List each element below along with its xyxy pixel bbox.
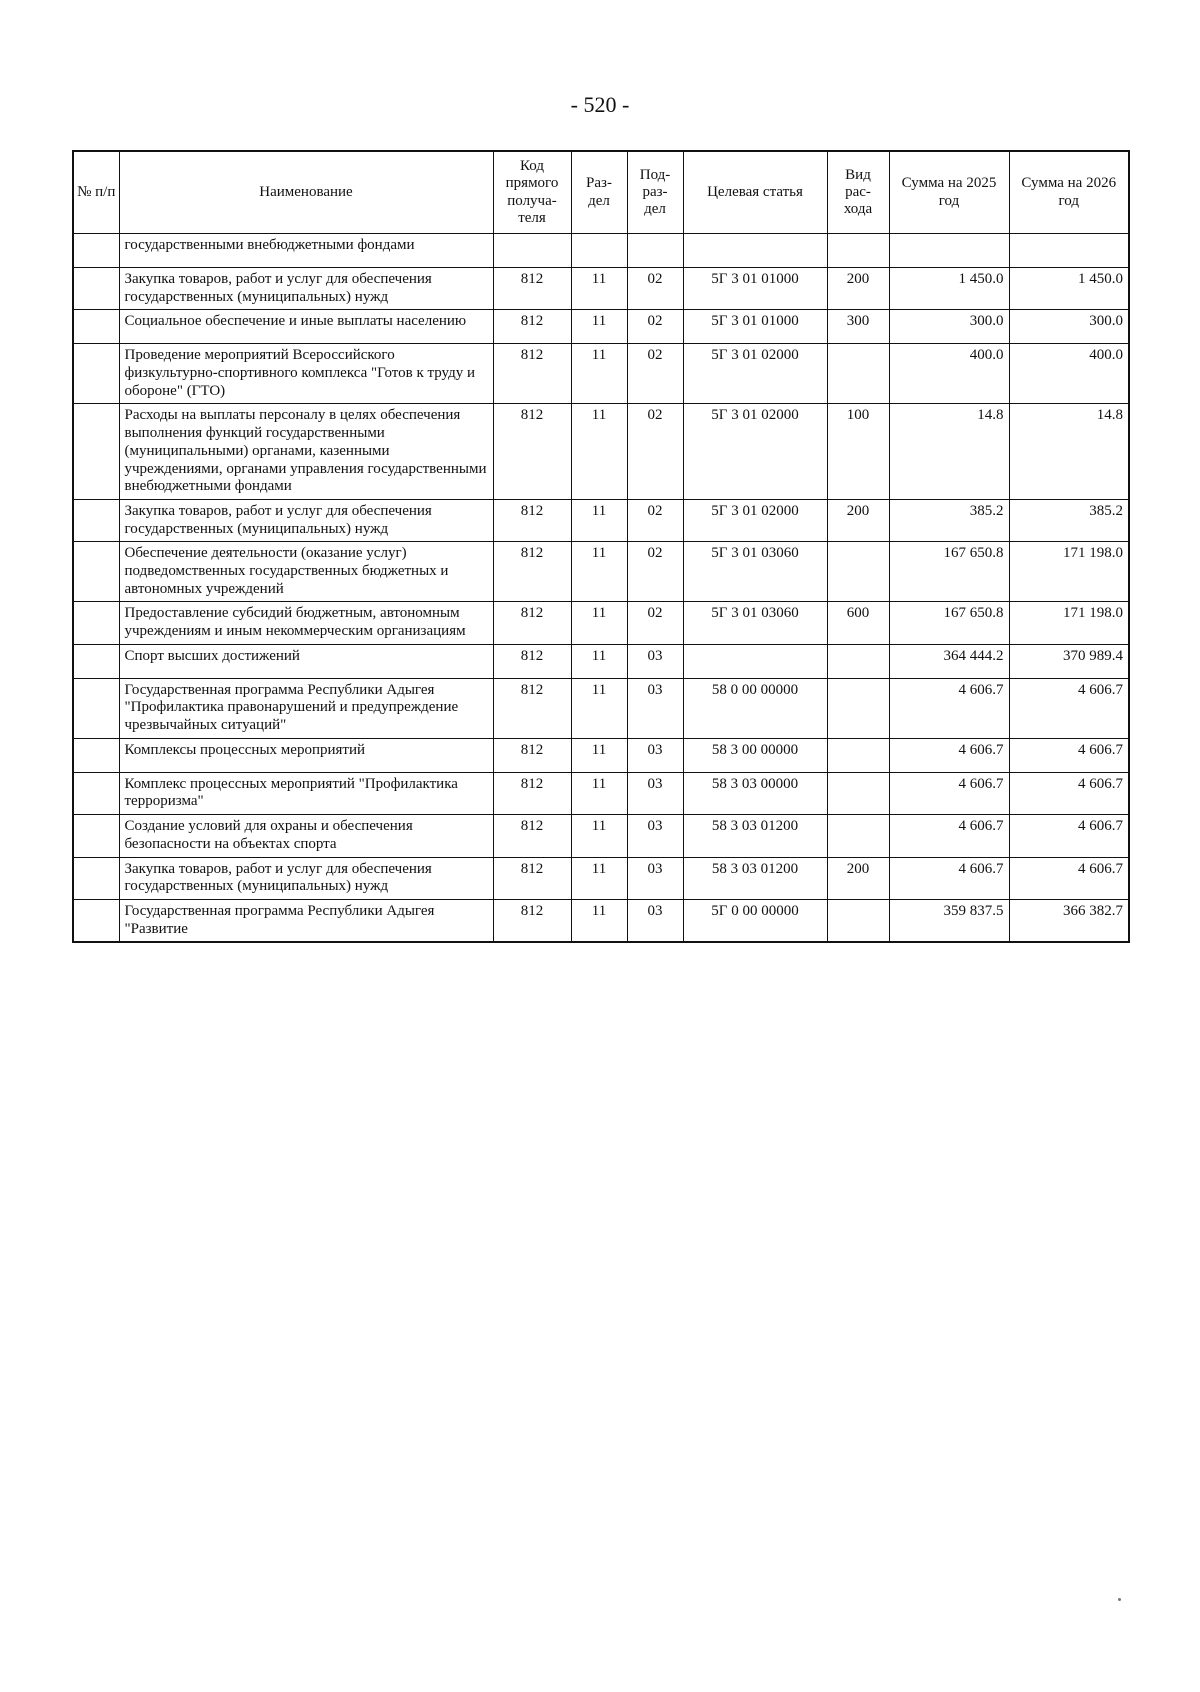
cell-sum-2026: 4 606.7 [1009, 678, 1129, 738]
cell-num [73, 542, 119, 602]
cell-sum-2025: 300.0 [889, 310, 1009, 344]
cell-name: Проведение мероприятий Всероссийского физкультурно-спортивного комплекса "Готов к труду и обороне" (ГТО) [119, 344, 493, 404]
cell-subsection: 03 [627, 857, 683, 899]
table-row [73, 499, 1129, 541]
table-row [73, 815, 1129, 857]
column-header-expense: Вид рас- хода [827, 151, 889, 234]
cell-section [571, 234, 627, 268]
cell-section: 11 [571, 899, 627, 942]
cell-subsection: 03 [627, 738, 683, 772]
cell-recipient-code [493, 234, 571, 268]
cell-section: 11 [571, 404, 627, 499]
cell-num [73, 644, 119, 678]
table-row [73, 857, 1129, 899]
cell-subsection: 02 [627, 268, 683, 310]
cell-name: Создание условий для охраны и обеспечения безопасности на объектах спорта [119, 815, 493, 857]
column-header-target: Целевая статья [683, 151, 827, 234]
cell-name: Расходы на выплаты персоналу в целях обеспечения выполнения функций государственными (муниципальными) органами, казенными учреждениями, органами управления государственными внебюджетными фондами [119, 404, 493, 499]
cell-sum-2026: 385.2 [1009, 499, 1129, 541]
cell-section: 11 [571, 542, 627, 602]
cell-section: 11 [571, 678, 627, 738]
cell-num [73, 899, 119, 942]
table-row [73, 899, 1129, 942]
cell-expense-type: 200 [827, 499, 889, 541]
cell-name: Комплекс процессных мероприятий "Профилактика терроризма" [119, 772, 493, 814]
cell-section: 11 [571, 344, 627, 404]
cell-num [73, 268, 119, 310]
cell-subsection: 03 [627, 678, 683, 738]
cell-sum-2025: 359 837.5 [889, 899, 1009, 942]
table-row [73, 602, 1129, 644]
cell-num [73, 310, 119, 344]
cell-name: Закупка товаров, работ и услуг для обеспечения государственных (муниципальных) нужд [119, 268, 493, 310]
cell-target-article: 5Г 3 01 01000 [683, 310, 827, 344]
column-header-section: Раз- дел [571, 151, 627, 234]
cell-num [73, 815, 119, 857]
cell-sum-2025: 385.2 [889, 499, 1009, 541]
table-row [73, 234, 1129, 268]
table-row [73, 268, 1129, 310]
cell-recipient-code: 812 [493, 602, 571, 644]
cell-recipient-code: 812 [493, 542, 571, 602]
cell-sum-2025: 400.0 [889, 344, 1009, 404]
table-body [73, 234, 1129, 943]
cell-target-article: 5Г 3 01 03060 [683, 542, 827, 602]
table-row [73, 738, 1129, 772]
cell-name: Обеспечение деятельности (оказание услуг) подведомственных государственных бюджетных и автономных учреждений [119, 542, 493, 602]
cell-target-article: 58 3 00 00000 [683, 738, 827, 772]
cell-sum-2025 [889, 234, 1009, 268]
cell-sum-2026: 171 198.0 [1009, 602, 1129, 644]
cell-sum-2025: 4 606.7 [889, 738, 1009, 772]
table-row [73, 678, 1129, 738]
cell-sum-2026: 4 606.7 [1009, 738, 1129, 772]
cell-subsection [627, 234, 683, 268]
cell-sum-2026: 171 198.0 [1009, 542, 1129, 602]
column-header-num: № п/п [73, 151, 119, 234]
cell-expense-type: 200 [827, 268, 889, 310]
cell-recipient-code: 812 [493, 344, 571, 404]
column-header-subsection: Под- раз- дел [627, 151, 683, 234]
cell-subsection: 03 [627, 899, 683, 942]
table-header [73, 151, 1129, 234]
cell-num [73, 234, 119, 268]
cell-target-article [683, 644, 827, 678]
cell-sum-2026: 300.0 [1009, 310, 1129, 344]
cell-section: 11 [571, 738, 627, 772]
table-row [73, 542, 1129, 602]
cell-target-article: 5Г 3 01 02000 [683, 404, 827, 499]
cell-target-article: 5Г 3 01 01000 [683, 268, 827, 310]
cell-recipient-code: 812 [493, 499, 571, 541]
column-header-sum-2026: Сумма на 2026 год [1009, 151, 1129, 234]
cell-section: 11 [571, 602, 627, 644]
cell-target-article: 5Г 3 01 03060 [683, 602, 827, 644]
cell-name: государственными внебюджетными фондами [119, 234, 493, 268]
cell-section: 11 [571, 499, 627, 541]
budget-table [72, 150, 1130, 943]
cell-name: Комплексы процессных мероприятий [119, 738, 493, 772]
cell-name: Спорт высших достижений [119, 644, 493, 678]
cell-subsection: 02 [627, 542, 683, 602]
cell-section: 11 [571, 310, 627, 344]
cell-name: Государственная программа Республики Адыгея "Развитие [119, 899, 493, 942]
cell-subsection: 02 [627, 310, 683, 344]
table-row [73, 310, 1129, 344]
cell-section: 11 [571, 772, 627, 814]
cell-subsection: 02 [627, 344, 683, 404]
cell-sum-2025: 1 450.0 [889, 268, 1009, 310]
cell-expense-type: 200 [827, 857, 889, 899]
cell-target-article: 5Г 3 01 02000 [683, 344, 827, 404]
column-header-recipient: Код прямого получа- теля [493, 151, 571, 234]
cell-recipient-code: 812 [493, 644, 571, 678]
cell-sum-2025: 167 650.8 [889, 542, 1009, 602]
cell-num [73, 857, 119, 899]
table-row [73, 772, 1129, 814]
cell-subsection: 02 [627, 404, 683, 499]
cell-subsection: 02 [627, 602, 683, 644]
cell-sum-2026: 4 606.7 [1009, 857, 1129, 899]
cell-sum-2026: 14.8 [1009, 404, 1129, 499]
cell-recipient-code: 812 [493, 738, 571, 772]
cell-expense-type [827, 678, 889, 738]
cell-recipient-code: 812 [493, 268, 571, 310]
cell-section: 11 [571, 644, 627, 678]
cell-subsection: 03 [627, 644, 683, 678]
cell-recipient-code: 812 [493, 772, 571, 814]
cell-section: 11 [571, 815, 627, 857]
column-header-name: Наименование [119, 151, 493, 234]
cell-expense-type [827, 738, 889, 772]
cell-sum-2025: 4 606.7 [889, 772, 1009, 814]
cell-expense-type [827, 815, 889, 857]
cell-num [73, 738, 119, 772]
cell-target-article: 58 3 03 00000 [683, 772, 827, 814]
cell-expense-type [827, 899, 889, 942]
cell-num [73, 772, 119, 814]
cell-expense-type [827, 644, 889, 678]
cell-sum-2025: 167 650.8 [889, 602, 1009, 644]
cell-recipient-code: 812 [493, 404, 571, 499]
cell-target-article: 5Г 0 00 00000 [683, 899, 827, 942]
cell-expense-type [827, 542, 889, 602]
cell-recipient-code: 812 [493, 310, 571, 344]
cell-sum-2025: 14.8 [889, 404, 1009, 499]
cell-section: 11 [571, 268, 627, 310]
cell-subsection: 03 [627, 815, 683, 857]
budget-table-container [72, 150, 1128, 943]
cell-name: Социальное обеспечение и иные выплаты населению [119, 310, 493, 344]
cell-name: Закупка товаров, работ и услуг для обеспечения государственных (муниципальных) нужд [119, 857, 493, 899]
cell-recipient-code: 812 [493, 815, 571, 857]
page-number: - 520 - [570, 92, 630, 117]
cell-subsection: 03 [627, 772, 683, 814]
cell-name: Предоставление субсидий бюджетным, автономным учреждениям и иным некоммерческим организациям [119, 602, 493, 644]
cell-recipient-code: 812 [493, 678, 571, 738]
cell-expense-type [827, 344, 889, 404]
cell-sum-2026: 400.0 [1009, 344, 1129, 404]
cell-name: Закупка товаров, работ и услуг для обеспечения государственных (муниципальных) нужд [119, 499, 493, 541]
cell-section: 11 [571, 857, 627, 899]
cell-expense-type [827, 234, 889, 268]
table-row [73, 644, 1129, 678]
cell-target-article: 58 3 03 01200 [683, 815, 827, 857]
cell-num [73, 344, 119, 404]
cell-name: Государственная программа Республики Адыгея "Профилактика правонарушений и предупреждение чрезвычайных ситуаций" [119, 678, 493, 738]
cell-target-article: 5Г 3 01 02000 [683, 499, 827, 541]
cell-expense-type [827, 772, 889, 814]
cell-sum-2026 [1009, 234, 1129, 268]
cell-sum-2025: 4 606.7 [889, 857, 1009, 899]
cell-recipient-code: 812 [493, 857, 571, 899]
scan-speck [1118, 1598, 1121, 1601]
table-row [73, 404, 1129, 499]
cell-target-article: 58 3 03 01200 [683, 857, 827, 899]
cell-num [73, 678, 119, 738]
cell-expense-type: 600 [827, 602, 889, 644]
table-row [73, 344, 1129, 404]
column-header-sum-2025: Сумма на 2025 год [889, 151, 1009, 234]
cell-recipient-code: 812 [493, 899, 571, 942]
cell-sum-2026: 1 450.0 [1009, 268, 1129, 310]
cell-sum-2025: 364 444.2 [889, 644, 1009, 678]
cell-sum-2025: 4 606.7 [889, 815, 1009, 857]
cell-expense-type: 100 [827, 404, 889, 499]
cell-sum-2026: 370 989.4 [1009, 644, 1129, 678]
cell-target-article: 58 0 00 00000 [683, 678, 827, 738]
cell-sum-2025: 4 606.7 [889, 678, 1009, 738]
cell-num [73, 404, 119, 499]
cell-num [73, 602, 119, 644]
cell-expense-type: 300 [827, 310, 889, 344]
cell-sum-2026: 366 382.7 [1009, 899, 1129, 942]
cell-num [73, 499, 119, 541]
cell-target-article [683, 234, 827, 268]
cell-sum-2026: 4 606.7 [1009, 815, 1129, 857]
cell-sum-2026: 4 606.7 [1009, 772, 1129, 814]
cell-subsection: 02 [627, 499, 683, 541]
